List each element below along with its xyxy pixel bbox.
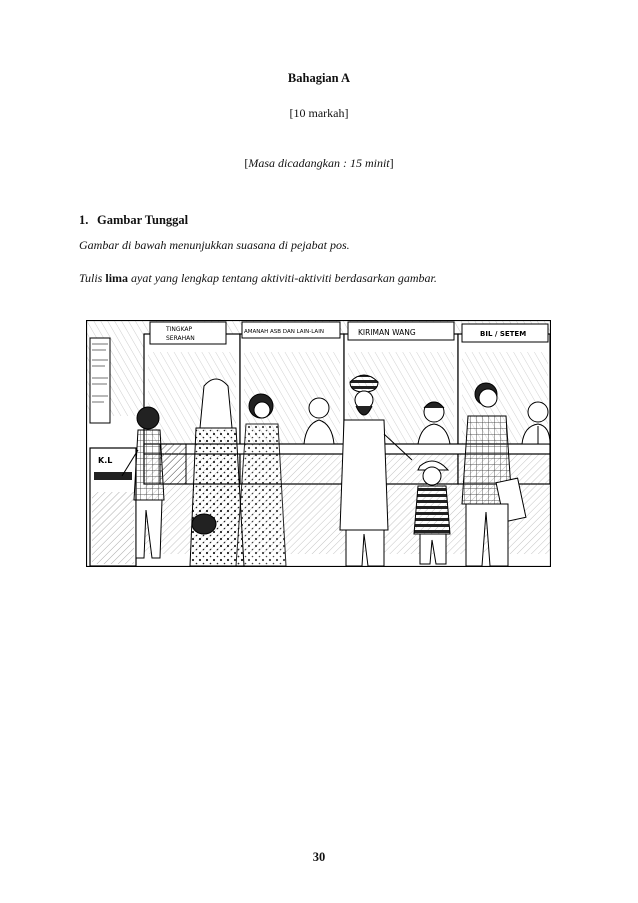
- instruction-2-pre: Tulis: [79, 271, 106, 285]
- suggested-time: [0, 156, 638, 171]
- sign-bil-setem: BIL / SETEM: [480, 330, 527, 338]
- sign-asb: AMANAH ASB DAN LAIN-LAIN: [244, 329, 324, 335]
- question-title: Gambar Tunggal: [97, 213, 189, 227]
- instruction-2-bold: lima: [105, 271, 129, 285]
- instruction-1: Gambar di bawah menunjukkan suasana di pejabat pos.: [79, 238, 350, 252]
- time-close-bracket: ]: [389, 156, 394, 170]
- sign-tingkap: TINGKAP: [166, 326, 193, 333]
- page-number: 30: [312, 850, 326, 864]
- section-title: Bahagian A: [287, 71, 351, 85]
- mailbox-label: K.L: [98, 456, 113, 465]
- marks-label: [10 markah]: [289, 106, 349, 120]
- question-number: 1.: [79, 213, 89, 227]
- instruction-2: [79, 271, 437, 286]
- sign-kiriman-wang: KIRIMAN WANG: [358, 328, 416, 337]
- sign-serahan: SERAHAN: [166, 335, 195, 342]
- question-heading: [79, 213, 188, 228]
- time-text: Masa dicadangkan : 15 minit: [248, 156, 390, 170]
- instruction-2-post: ayat yang lengkap tentang aktiviti-aktiviti berdasarkan gambar.: [128, 271, 437, 285]
- post-office-illustration: [86, 320, 551, 567]
- time-open-bracket: [: [244, 156, 249, 170]
